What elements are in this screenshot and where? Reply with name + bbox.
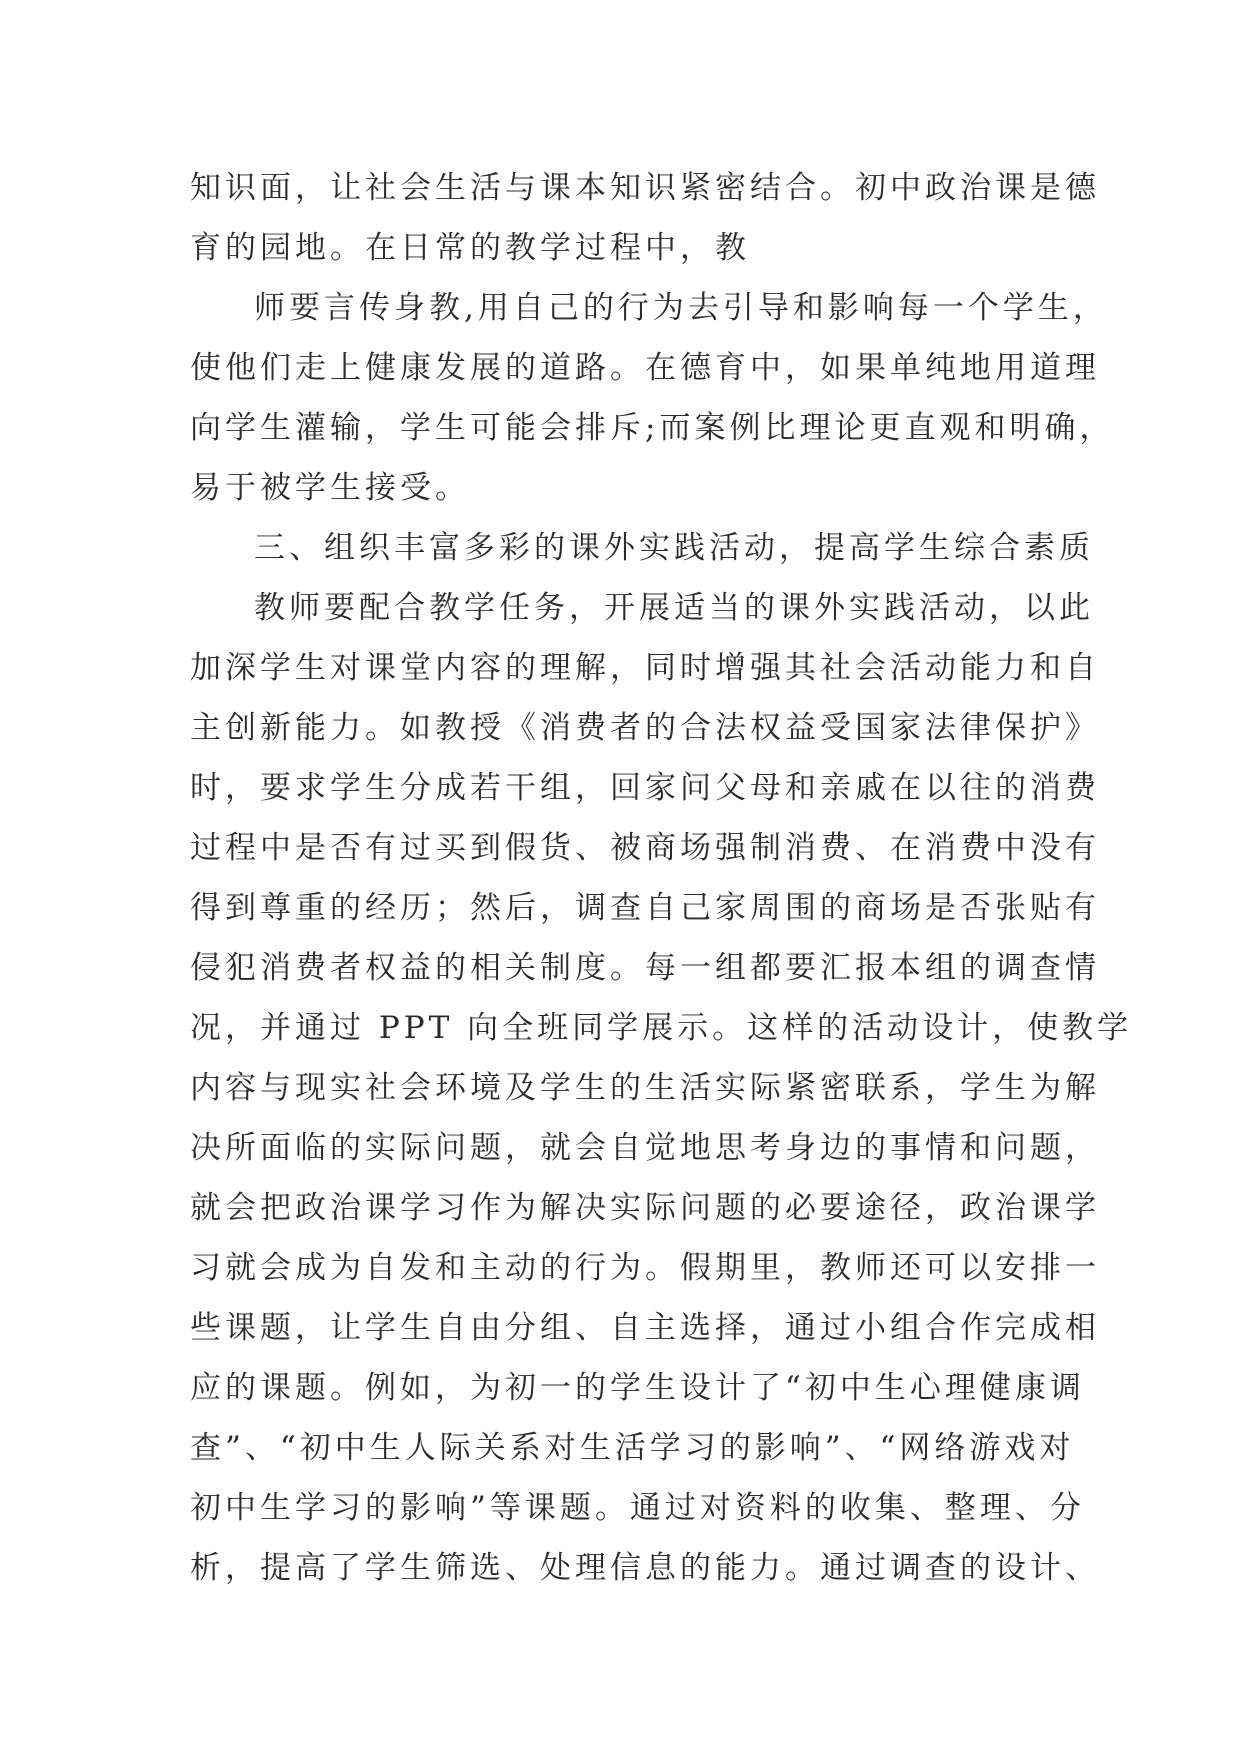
text-line: 过程中是否有过买到假货、被商场强制消费、在消费中没有 <box>190 830 1100 866</box>
text-line: 主创新能力。如教授《消费者的合法权益受国家法律保护》 <box>190 710 1100 746</box>
text-line: 育的园地。在日常的教学过程中，教 <box>190 230 750 266</box>
text-line: 查”、“初中生人际关系对生活学习的影响”、“网络游戏对 <box>190 1430 1075 1466</box>
text-line: 易于被学生接受。 <box>190 470 470 506</box>
text-line: 使他们走上健康发展的道路。在德育中，如果单纯地用道理 <box>190 350 1100 386</box>
section-heading: 三、组织丰富多彩的课外实践活动，提高学生综合素质 <box>254 530 1094 566</box>
paragraph-start-line: 师要言传身教,用自己的行为去引导和影响每一个学生， <box>254 290 1108 326</box>
text-line: 侵犯消费者权益的相关制度。每一组都要汇报本组的调查情 <box>190 950 1100 986</box>
text-line: 初中生学习的影响”等课题。通过对资料的收集、整理、分 <box>190 1490 1085 1526</box>
body-text <box>190 158 1133 1598</box>
paragraph-start-line: 教师要配合教学任务，开展适当的课外实践活动，以此 <box>254 590 1094 626</box>
text-line: 时，要求学生分成若干组，回家问父母和亲戚在以往的消费 <box>190 770 1100 806</box>
text-line: 加深学生对课堂内容的理解，同时增强其社会活动能力和自 <box>190 650 1100 686</box>
text-line: 就会把政治课学习作为解决实际问题的必要途径，政治课学 <box>190 1190 1100 1226</box>
text-line: 向学生灌输，学生可能会排斥;而案例比理论更直观和明确， <box>190 410 1115 446</box>
text-line: 得到尊重的经历；然后，调查自己家周围的商场是否张贴有 <box>190 890 1100 926</box>
text-line: 应的课题。例如，为初一的学生设计了“初中生心理健康调 <box>190 1370 1085 1406</box>
text-line: 习就会成为自发和主动的行为。假期里，教师还可以安排一 <box>190 1250 1100 1286</box>
text-line: 些课题，让学生自由分组、自主选择，通过小组合作完成相 <box>190 1310 1100 1346</box>
text-line: 内容与现实社会环境及学生的生活实际紧密联系，学生为解 <box>190 1070 1100 1106</box>
text-line: 知识面，让社会生活与课本知识紧密结合。初中政治课是德 <box>190 170 1100 206</box>
text-line: 析，提高了学生筛选、处理信息的能力。通过调查的设计、 <box>190 1550 1100 1586</box>
text-line: 况，并通过 PPT 向全班同学展示。这样的活动设计，使教学 <box>190 1010 1133 1046</box>
text-line: 决所面临的实际问题，就会自觉地思考身边的事情和问题， <box>190 1130 1100 1166</box>
